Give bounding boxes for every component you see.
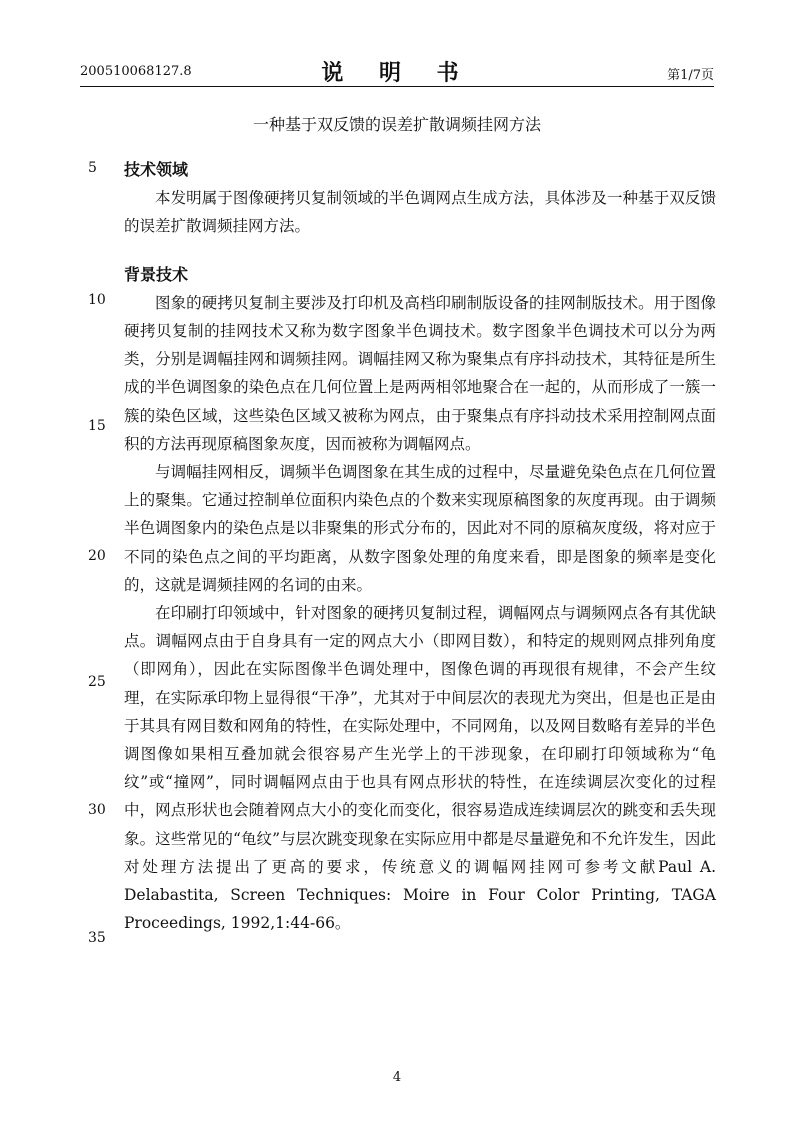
line-number: 10 — [88, 292, 106, 308]
application-number: 200510068127.8 — [80, 64, 192, 79]
invention-title: 一种基于双反馈的误差扩散调频挂网方法 — [252, 115, 541, 134]
line-number: 35 — [88, 930, 106, 946]
background-paragraph-3: 在印刷打印领域中，针对图象的硬拷贝复制过程，调幅网点与调频网点各有其优缺点。调幅网点由于自身具有一定的网点大小（即网目数），和特定的规则网点排列角度（即网角），因此在实际图像半色调处理中，图像色调的再现很有规律，不会产生纹理，在实际承印物上显得很“干净”，尤其对于中间层次的表现尤为突出，但是也正是由于其具有网目数和网角的特性，在实际处理中，不同网角，以及网目数略有差异的半色调图像如果相互叠加就会很容易产生光学上的干涉现象，在印刷打印领域称为“龟纹”或“撞网”，同时调幅网点由于也具有网点形状的特性，在连续调层次变化的过程中，网点形状也会随着网点大小的变化而变化，很容易造成连续调层次的跳变和丢失现象。这些常见的“龟纹”与层次跳变现象在实际应用中都是尽量避免和不允许发生，因此对处理方法提出了更高的要求，传统意义的调幅网挂网可参考文献Paul A. Delabastita, Screen Techniques: Moire in Four Color Printing, TAGA Proceedings, 1992,1:44-66。 — [124, 604, 716, 933]
document-type-title: 说 明 书 — [321, 60, 473, 86]
background-paragraph-2: 与调幅挂网相反，调频半色调图象在其生成的过程中，尽量避免染色点在几何位置上的聚集。它通过控制单位面积内染色点的个数来实现原稿图象的灰度再现。由于调频半色调图象内的染色点是以非聚集的形式分布的，因此对不同的原稿灰度级，将对应于不同的染色点之间的平均距离，从数字图象处理的角度来看，即是图象的频率是变化的，这就是调频挂网的名词的由来。 — [124, 463, 716, 594]
line-number: 20 — [88, 548, 106, 564]
page-indicator: 第1/7页 — [667, 68, 714, 83]
line-number: 15 — [88, 418, 106, 434]
line-number: 25 — [88, 674, 106, 690]
page-number: 4 — [392, 1070, 402, 1085]
line-number: 5 — [88, 160, 97, 176]
document-body — [124, 156, 716, 937]
background-paragraph-1: 图象的硬拷贝复制主要涉及打印机及高档印刷制版设备的挂网制版技术。用于图像硬拷贝复制的挂网技术又称为数字图象半色调技术。数字图象半色调技术可以分为两类，分别是调幅挂网和调频挂网。调幅挂网又称为聚集点有序抖动技术，其特征是所生成的半色调图象的染色点在几何位置上是两两相邻地聚合在一起的，从而形成了一簇一簇的染色区域，这些染色区域又被称为网点，由于聚集点有序抖动技术采用控制网点面积的方法再现原稿图象灰度，因而被称为调幅网点。 — [124, 293, 716, 453]
tech-field-paragraph: 本发明属于图像硬拷贝复制领域的半色调网点生成方法，具体涉及一种基于双反馈的误差扩散调频挂网方法。 — [124, 189, 716, 236]
section-heading-background: 背景技术 — [124, 264, 189, 284]
header-rule — [80, 86, 714, 87]
section-heading-tech-field: 技术领域 — [124, 160, 189, 179]
line-number: 30 — [88, 802, 106, 818]
